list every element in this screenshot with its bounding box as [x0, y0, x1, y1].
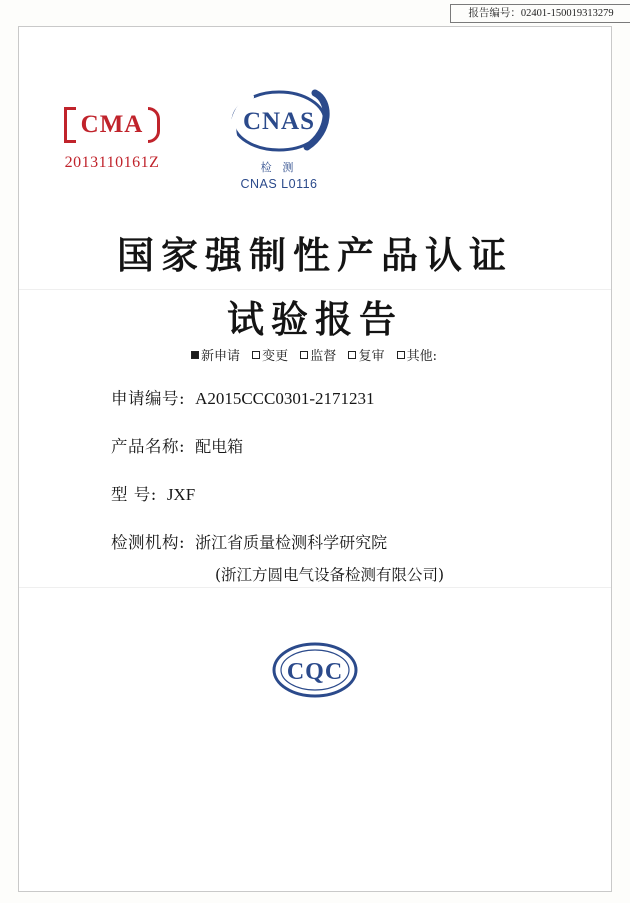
report-title-line2: 试验报告 [227, 297, 403, 341]
cqc-icon [267, 639, 363, 701]
field-value-product-name: 配电箱 [195, 437, 244, 456]
cqc-logo-svg [267, 639, 363, 701]
cnas-icon [219, 85, 339, 163]
application-type-row [19, 345, 611, 364]
cnas-subtitle: 检 测 [260, 162, 298, 174]
checkbox-label-review: 复审 [358, 349, 385, 364]
cma-icon [64, 107, 160, 143]
checkbox-label-new: 新申请 [200, 349, 240, 364]
field-value-institution: 浙江省质量检测科学研究院 [195, 533, 388, 552]
report-title-line1: 国家强制性产品认证 [117, 233, 513, 277]
field-row-institution [19, 529, 611, 553]
checkbox-option-review[interactable] [348, 345, 384, 364]
report-fields [19, 385, 611, 607]
checkbox-icon-other[interactable] [397, 351, 405, 359]
checkbox-option-change[interactable] [252, 345, 288, 364]
field-value-model: JXF [166, 485, 196, 504]
cnas-code: CNAS L0116 [240, 177, 318, 191]
checkbox-icon-change[interactable] [252, 351, 260, 359]
checkbox-label-supervise: 监督 [310, 349, 337, 364]
cqc-mark-block [19, 639, 611, 706]
field-value-application-no: A2015CCC0301-2171231 [195, 389, 375, 408]
field-row-application-no [19, 385, 611, 409]
cma-mark-block [37, 107, 187, 172]
checkbox-option-other[interactable] [397, 345, 437, 364]
cnas-logo-svg [219, 85, 339, 163]
field-label-application-no: 申请编号: [111, 389, 186, 408]
document-frame [18, 26, 612, 892]
field-label-product-name: 产品名称: [111, 437, 186, 456]
field-label-institution: 检测机构: [111, 533, 186, 552]
field-row-product-name [19, 433, 611, 457]
cma-code: 2013110161Z [64, 154, 160, 171]
field-label-model: 型 号: [111, 485, 157, 504]
checkbox-option-supervise[interactable] [300, 345, 336, 364]
field-row-model [19, 481, 611, 505]
checkbox-icon-new[interactable] [191, 351, 199, 359]
checkbox-label-other: 其他: [406, 349, 437, 364]
cnas-mark-block [194, 85, 364, 191]
checkbox-label-change: 变更 [262, 349, 289, 364]
report-number-label: 报告编号： [468, 8, 521, 19]
checkbox-icon-review[interactable] [348, 351, 356, 359]
certification-marks [19, 85, 611, 195]
report-number-value: 02401-150019313279 [520, 8, 614, 19]
report-number-box [450, 4, 630, 23]
checkbox-icon-supervise[interactable] [300, 351, 308, 359]
institution-subsidiary: (浙江方圆电气设备检测有限公司) [215, 566, 445, 584]
cma-text: CMA [80, 111, 144, 138]
svg-text:CNAS: CNAS [242, 108, 316, 135]
checkbox-option-new[interactable] [191, 345, 240, 364]
svg-text:CQC: CQC [286, 659, 344, 685]
